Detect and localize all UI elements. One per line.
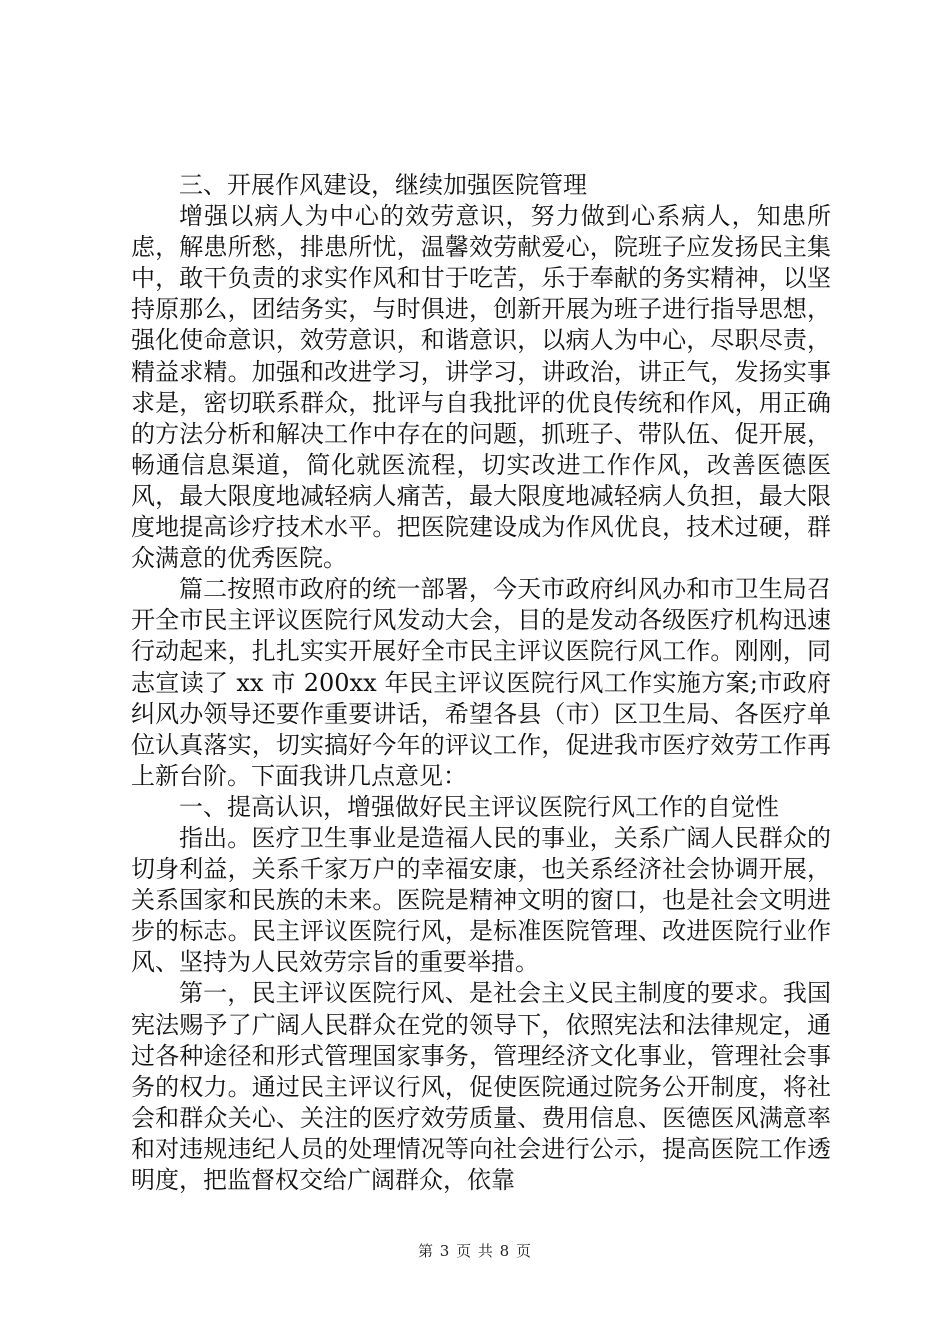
section-heading-three: 三、开展作风建设，继续加强医院管理: [179, 171, 587, 199]
body-paragraph: 第一，民主评议医院行风、是社会主义民主制度的要求。我国宪法赐予了广阔人民群众在党的领导下，依照宪法和法律规定，通过各种途径和形式管理国家事务，管理经济文化事业，管理社会事务的权力。通过民主评议行风，促使医院通过院务公开制度，将社会和群众关心、关注的医疗效劳质量、费用信息、医德医风满意率和对违规违纪人员的处理情况等向社会进行公示，提高医院工作透明度，把监督权交给广阔群众，依靠: [131, 979, 831, 1194]
document-body: [131, 170, 831, 1196]
body-paragraph: 增强以病人为中心的效劳意识，努力做到心系病人，知患所虑，解患所愁，排患所忧，温馨效劳献爱心，院班子应发扬民主集中，敢干负责的求实作风和甘于吃苦，乐于奉献的务实精神，以坚持原那么，团结务实，与时俱进，创新开展为班子进行指导思想，强化使命意识，效劳意识，和谐意识，以病人为中心，尽职尽责，精益求精。加强和改进学习，讲学习，讲政治，讲正气，发扬实事求是，密切联系群众，批评与自我批评的优良传统和作风，用正确的方法分析和解决工作中存在的问题，抓班子、带队伍、促开展，畅通信息渠道，简化就医流程，切实改进工作作风，改善医德医风，最大限度地减轻病人痛苦，最大限度地减轻病人负担，最大限度地提高诊疗技术水平。把医院建设成为作风优良，技术过硬，群众满意的优秀医院。: [131, 202, 831, 573]
body-paragraph: 篇二按照市政府的统一部署，今天市政府纠风办和市卫生局召开全市民主评议医院行风发动大会，目的是发动各级医疗机构迅速行动起来，扎扎实实开展好全市民主评议医院行风工作。刚刚，同志宣读了 xx 市 200xx 年民主评议医院行风工作实施方案;市政府纠风办领导还要作重要讲话，希望各县（市）区卫生局、各医疗单位认真落实，切实搞好今年的评议工作，促进我市医疗效劳工作再上新台阶。下面我讲几点意见：: [131, 575, 831, 790]
section-heading-one: 一、提高认识，增强做好民主评议医院行风工作的自觉性: [179, 792, 779, 821]
body-paragraph: 指出。医疗卫生事业是造福人民的事业，关系广阔人民群众的切身利益，关系千家万户的幸福安康，也关系经济社会协调开展，关系国家和民族的未来。医院是精神文明的窗口，也是社会文明进步的标志。民主评议医院行风，是标准医院管理、改进医院行业作风、坚持为人民效劳宗旨的重要举措。: [131, 823, 831, 977]
page-number-footer: 第 3 页 共 8 页: [418, 1242, 532, 1260]
